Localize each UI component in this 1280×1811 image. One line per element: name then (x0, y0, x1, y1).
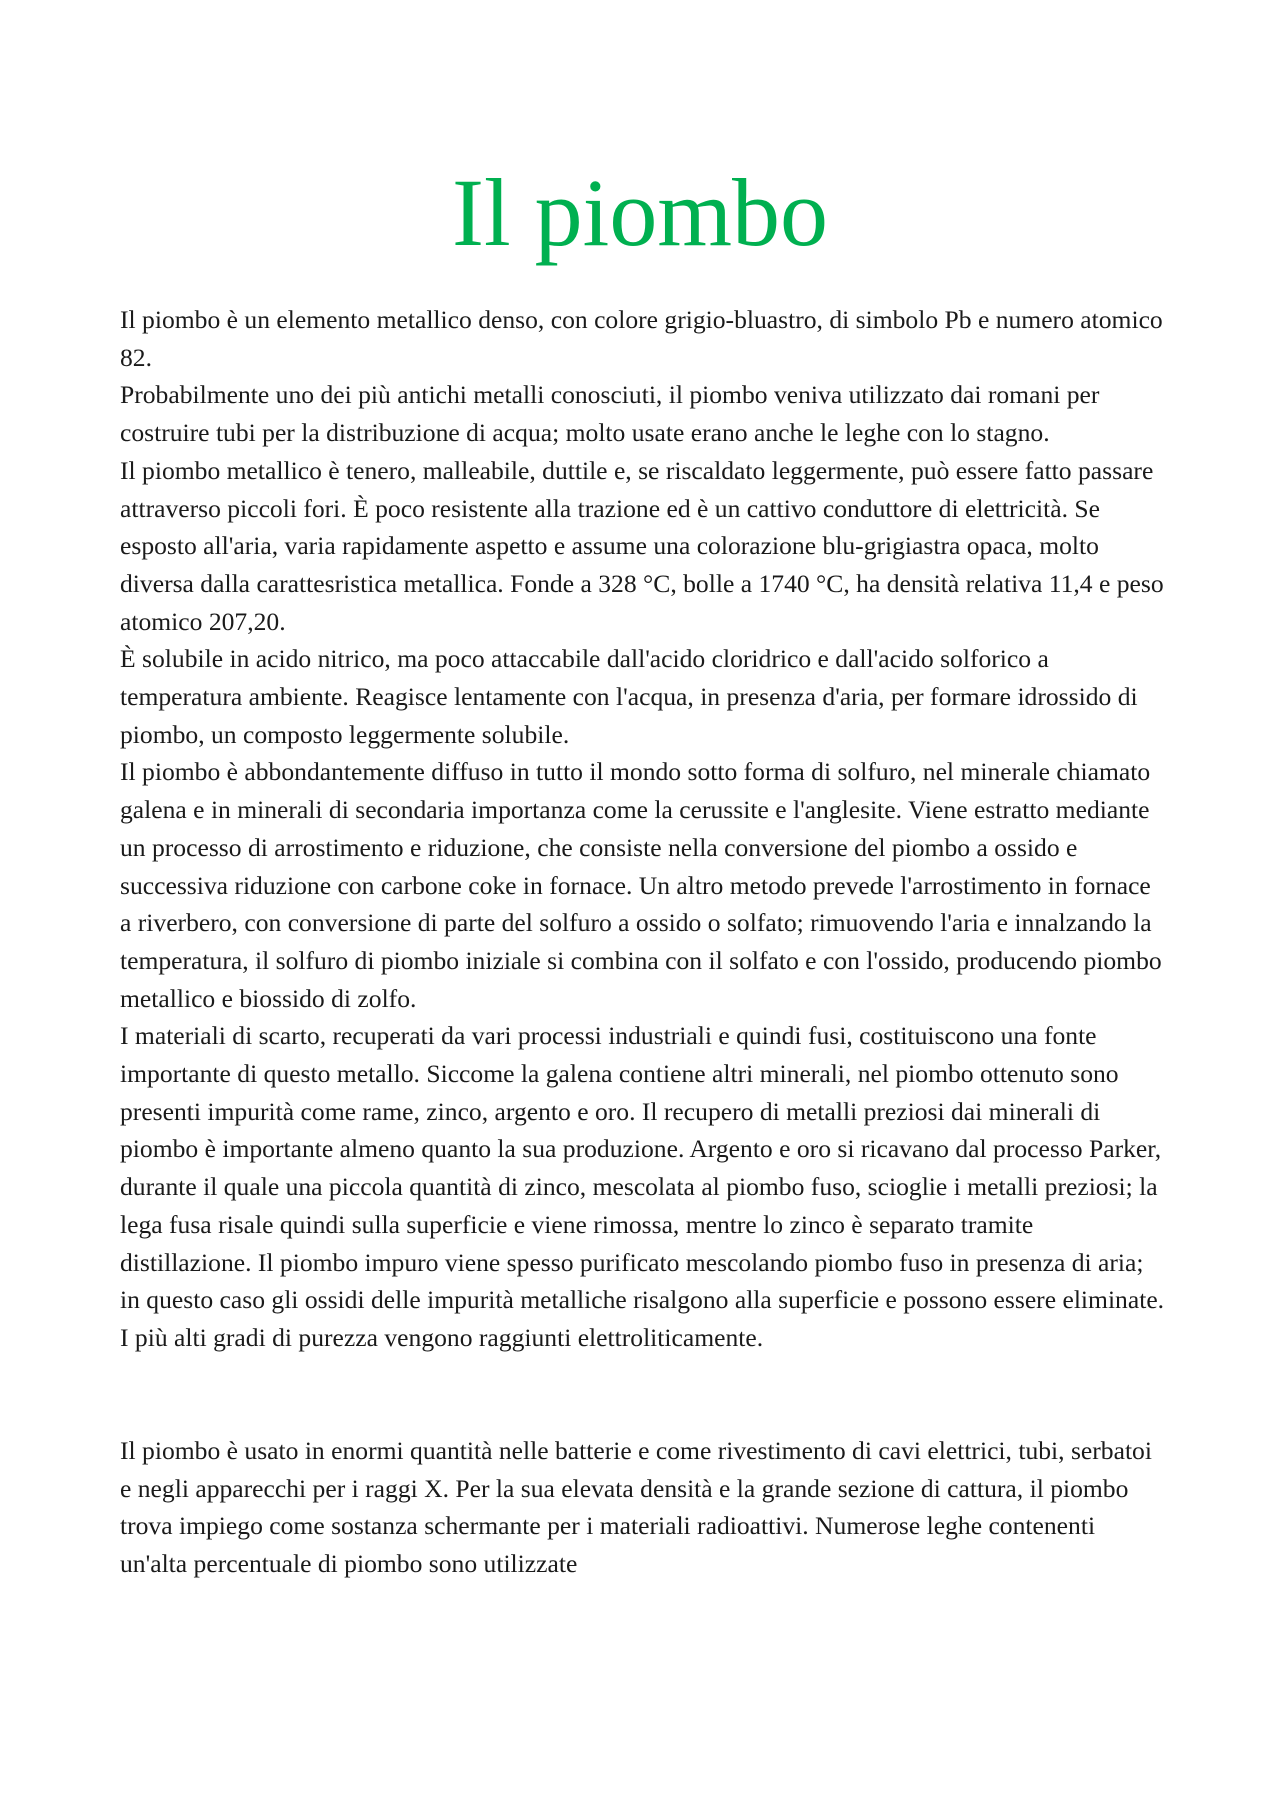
document-body (120, 301, 1165, 1583)
paragraph: Il piombo è abbondantemente diffuso in tutto il mondo sotto forma di solfuro, nel minerale chiamato galena e in minerali di secondaria importanza come la cerussite e l'anglesite. Viene estratto mediante un processo di arrostimento e riduzione, che consiste nella conversione del piombo a ossido e successiva riduzione con carbone coke in fornace. Un altro metodo prevede l'arrostimento in fornace a riverbero, con conversione di parte del solfuro a ossido o solfato; rimuovendo l'aria e innalzando la temperatura, il solfuro di piombo iniziale si combina con il solfato e con l'ossido, producendo piombo metallico e biossido di zolfo. (120, 757, 1162, 1013)
paragraph: Il piombo è un elemento metallico denso, con colore grigio-bluastro, di simbolo Pb e numero atomico 82. (120, 305, 1163, 372)
paragraph: Il piombo è usato in enormi quantità nelle batterie e come rivestimento di cavi elettrici, tubi, serbatoi e negli apparecchi per i raggi X. Per la sua elevata densità e la grande sezione di cattura, il piombo trova impiego come sostanza schermante per i materiali radioattivi. Numerose leghe contenenti un'alta percentuale di piombo sono utilizzate (120, 1436, 1152, 1579)
paragraph: Probabilmente uno dei più antichi metalli conosciuti, il piombo veniva utilizzato dai romani per costruire tubi per la distribuzione di acqua; molto usate erano anche le leghe con lo stagno. (120, 380, 1100, 448)
paragraph-spacer (120, 1357, 1165, 1432)
paragraph: Il piombo metallico è tenero, malleabile, duttile e, se riscaldato leggermente, può essere fatto passare attraverso piccoli fori. È poco resistente alla trazione ed è un cattivo conduttore di elettricità. Se esposto all'aria, varia rapidamente aspetto e assume una colorazione blu-grigiastra opaca, molto diversa dalla carattesristica metallica. Fonde a 328 °C, bolle a 1740 °C, ha densità relativa 11,4 e peso atomico 207,20. (120, 455, 1164, 636)
page-title: Il piombo (452, 159, 828, 266)
paragraph: I materiali di scarto, recuperati da vari processi industriali e quindi fusi, costituiscono una fonte importante di questo metallo. Siccome la galena contiene altri minerali, nel piombo ottenuto sono presenti impurità come rame, zinco, argento e oro. Il recupero di metalli preziosi dai minerali di piombo è importante almeno quanto la sua produzione. Argento e oro si ricavano dal processo Parker, durante il quale una piccola quantità di zinco, mescolata al piombo fuso, scioglie i metalli preziosi; la lega fusa risale quindi sulla superficie e viene rimossa, mentre lo zinco è separato tramite distillazione. Il piombo impuro viene spesso purificato mescolando piombo fuso in presenza di aria; in questo caso gli ossidi delle impurità metalliche risalgono alla superficie e possono essere eliminate. I più alti gradi di purezza vengono raggiunti elettroliticamente. (120, 1021, 1165, 1352)
paragraph: È solubile in acido nitrico, ma poco attaccabile dall'acido cloridrico e dall'acido solforico a temperatura ambiente. Reagisce lentamente con l'acqua, in presenza d'aria, per formare idrossido di piombo, un composto leggermente solubile. (120, 644, 1138, 749)
